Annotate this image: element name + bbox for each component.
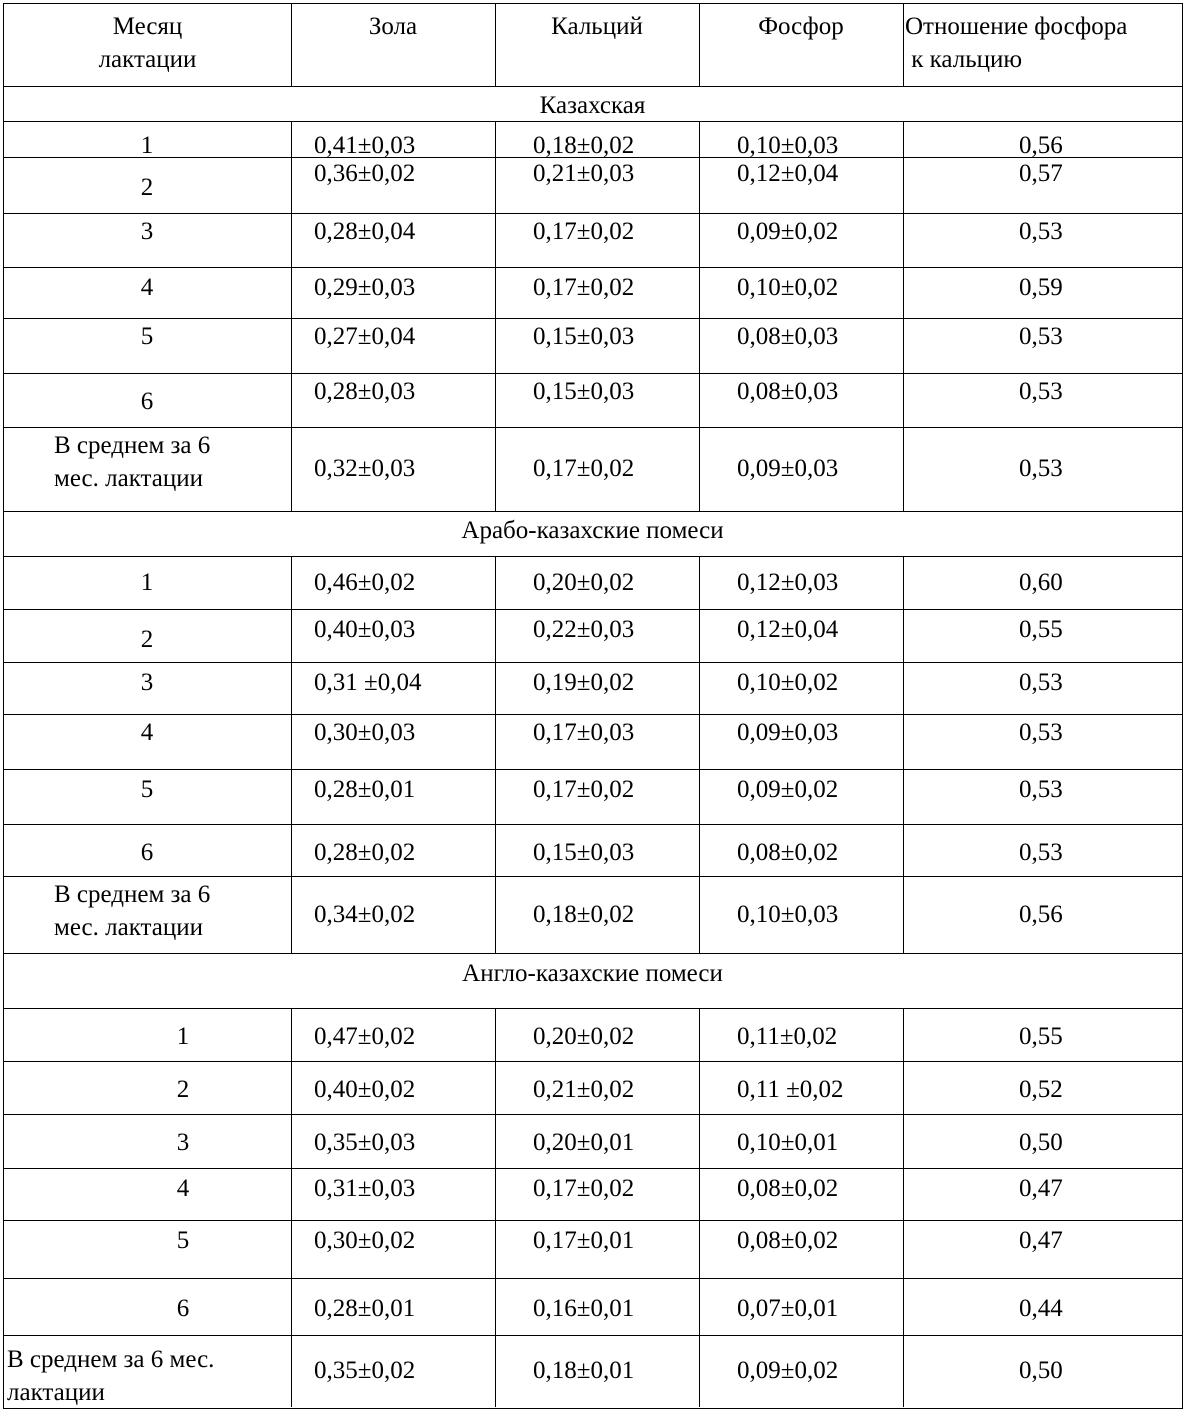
- column-divider: [699, 427, 700, 511]
- phosphorus-cell: 0,10±0,02: [737, 274, 839, 301]
- month-cell: 4: [176, 1175, 190, 1202]
- ash-cell: 0,40±0,03: [314, 616, 416, 643]
- phosphorus-cell: 0,09±0,02: [737, 776, 839, 803]
- ash-cell: 0,28±0,01: [314, 776, 416, 803]
- ash-cell: 0,27±0,04: [314, 323, 416, 350]
- column-divider: [903, 121, 904, 157]
- header-ratio: [905, 10, 1127, 76]
- column-divider: [495, 824, 496, 876]
- column-divider: [903, 609, 904, 662]
- phosphorus-cell: 0,12±0,04: [737, 616, 839, 643]
- ash-cell: 0,47±0,02: [314, 1023, 416, 1050]
- calcium-cell: 0,17±0,02: [533, 218, 635, 245]
- month-cell: 3: [176, 1129, 190, 1156]
- column-divider: [291, 373, 292, 427]
- column-divider: [903, 373, 904, 427]
- calcium-cell: 0,22±0,03: [533, 616, 635, 643]
- month-cell: 5: [140, 776, 154, 803]
- ash-cell: 0,30±0,03: [314, 719, 416, 746]
- column-divider: [903, 876, 904, 953]
- phosphorus-cell: 0,07±0,01: [737, 1295, 839, 1322]
- avg-ratio-cell: 0,53: [1019, 455, 1063, 482]
- ratio-cell: 0,53: [1019, 378, 1063, 405]
- row-divider: [4, 1278, 1182, 1279]
- column-divider: [903, 427, 904, 511]
- group-title: Англо-казахские помеси: [462, 960, 723, 987]
- column-divider: [903, 714, 904, 769]
- column-divider: [291, 824, 292, 876]
- column-divider: [699, 318, 700, 373]
- calcium-cell: 0,18±0,02: [533, 132, 635, 159]
- month-cell: 2: [140, 626, 154, 653]
- column-divider: [903, 1114, 904, 1168]
- column-divider: [495, 1335, 496, 1407]
- row-divider: [4, 662, 1182, 663]
- column-divider: [903, 318, 904, 373]
- phosphorus-cell: 0,08±0,02: [737, 1227, 839, 1254]
- column-divider: [903, 1335, 904, 1407]
- avg-calcium-cell: 0,17±0,02: [533, 455, 635, 482]
- month-cell: 3: [140, 218, 154, 245]
- month-cell: 3: [140, 669, 154, 696]
- ash-cell: 0,28±0,02: [314, 839, 416, 866]
- ash-cell: 0,28±0,04: [314, 218, 416, 245]
- column-divider: [291, 267, 292, 318]
- column-divider: [903, 556, 904, 609]
- column-divider: [291, 556, 292, 609]
- ash-cell: 0,46±0,02: [314, 569, 416, 596]
- column-divider: [495, 213, 496, 267]
- month-cell: 4: [140, 274, 154, 301]
- column-divider: [903, 1061, 904, 1114]
- column-divider: [291, 876, 292, 953]
- ratio-cell: 0,44: [1019, 1295, 1063, 1322]
- header-phosphorus: Фосфор: [758, 13, 844, 40]
- column-divider: [291, 714, 292, 769]
- row-divider: [4, 86, 1182, 87]
- row-divider: [4, 609, 1182, 610]
- ratio-cell: 0,50: [1019, 1129, 1063, 1156]
- column-divider: [291, 1061, 292, 1114]
- average-label: [7, 1343, 214, 1409]
- month-cell: 1: [140, 132, 154, 159]
- header-month-line2: лактации: [98, 46, 197, 73]
- average-label-line1: В среднем за 6: [54, 881, 211, 908]
- column-divider: [495, 1278, 496, 1335]
- column-divider: [495, 267, 496, 318]
- ratio-cell: 0,53: [1019, 719, 1063, 746]
- column-divider: [699, 1278, 700, 1335]
- month-cell: 5: [140, 323, 154, 350]
- phosphorus-cell: 0,11 ±0,02: [737, 1076, 844, 1103]
- avg-ash-cell: 0,32±0,03: [314, 455, 416, 482]
- month-cell: 6: [176, 1295, 190, 1322]
- column-divider: [495, 662, 496, 714]
- calcium-cell: 0,15±0,03: [533, 839, 635, 866]
- row-divider: [4, 373, 1182, 374]
- phosphorus-cell: 0,12±0,04: [737, 160, 839, 187]
- column-divider: [495, 373, 496, 427]
- column-divider: [903, 662, 904, 714]
- calcium-cell: 0,17±0,02: [533, 1175, 635, 1202]
- column-divider: [291, 157, 292, 213]
- mineral-content-table: [3, 3, 1183, 1409]
- phosphorus-cell: 0,08±0,02: [737, 839, 839, 866]
- column-divider: [495, 157, 496, 213]
- column-divider: [699, 662, 700, 714]
- column-divider: [903, 1008, 904, 1061]
- column-divider: [699, 157, 700, 213]
- column-divider: [903, 1220, 904, 1278]
- avg-ratio-cell: 0,56: [1019, 901, 1063, 928]
- month-cell: 2: [176, 1076, 190, 1103]
- ratio-cell: 0,57: [1019, 160, 1063, 187]
- column-divider: [291, 769, 292, 824]
- row-divider: [4, 714, 1182, 715]
- row-divider: [4, 1335, 1182, 1336]
- ash-cell: 0,30±0,02: [314, 1227, 416, 1254]
- column-divider: [291, 1220, 292, 1278]
- column-divider: [495, 1168, 496, 1220]
- calcium-cell: 0,17±0,01: [533, 1227, 635, 1254]
- column-divider: [699, 824, 700, 876]
- average-label-line1: В среднем за 6 мес.: [7, 1346, 215, 1373]
- phosphorus-cell: 0,10±0,02: [737, 669, 839, 696]
- row-divider: [4, 876, 1182, 877]
- average-label-line1: В среднем за 6: [54, 432, 211, 459]
- avg-ratio-cell: 0,50: [1019, 1357, 1063, 1384]
- average-label-line2: лактации: [7, 1379, 105, 1406]
- column-divider: [699, 714, 700, 769]
- month-cell: 6: [140, 388, 154, 415]
- average-label-line2: мес. лактации: [54, 465, 203, 492]
- column-divider: [495, 609, 496, 662]
- calcium-cell: 0,15±0,03: [533, 323, 635, 350]
- column-divider: [291, 609, 292, 662]
- ash-cell: 0,29±0,03: [314, 274, 416, 301]
- column-divider: [903, 4, 904, 86]
- group-title: Казахская: [539, 92, 646, 119]
- ratio-cell: 0,55: [1019, 1023, 1063, 1050]
- column-divider: [903, 1278, 904, 1335]
- group-title: Арабо-казахские помеси: [461, 517, 724, 544]
- phosphorus-cell: 0,09±0,03: [737, 719, 839, 746]
- average-label-line2: мес. лактации: [54, 914, 203, 941]
- column-divider: [699, 1008, 700, 1061]
- calcium-cell: 0,19±0,02: [533, 669, 635, 696]
- calcium-cell: 0,17±0,02: [533, 274, 635, 301]
- column-divider: [495, 556, 496, 609]
- column-divider: [699, 4, 700, 86]
- average-label: [54, 429, 210, 495]
- column-divider: [291, 213, 292, 267]
- column-divider: [699, 1335, 700, 1407]
- column-divider: [903, 824, 904, 876]
- column-divider: [495, 4, 496, 86]
- calcium-cell: 0,17±0,03: [533, 719, 635, 746]
- column-divider: [699, 1168, 700, 1220]
- column-divider: [291, 1278, 292, 1335]
- column-divider: [495, 427, 496, 511]
- phosphorus-cell: 0,10±0,03: [737, 132, 839, 159]
- ratio-cell: 0,53: [1019, 776, 1063, 803]
- column-divider: [903, 769, 904, 824]
- header-ratio-line1: Отношение фосфора: [905, 13, 1128, 40]
- month-cell: 1: [176, 1023, 190, 1050]
- header-calcium: Кальций: [551, 13, 643, 40]
- row-divider: [4, 824, 1182, 825]
- avg-phosphorus-cell: 0,09±0,03: [737, 455, 839, 482]
- ratio-cell: 0,53: [1019, 669, 1063, 696]
- ash-cell: 0,28±0,01: [314, 1295, 416, 1322]
- calcium-cell: 0,21±0,03: [533, 160, 635, 187]
- column-divider: [495, 714, 496, 769]
- month-cell: 2: [140, 174, 154, 201]
- ash-cell: 0,28±0,03: [314, 378, 416, 405]
- ratio-cell: 0,52: [1019, 1076, 1063, 1103]
- row-divider: [4, 1114, 1182, 1115]
- row-divider: [4, 1008, 1182, 1009]
- avg-calcium-cell: 0,18±0,02: [533, 901, 635, 928]
- row-divider: [4, 769, 1182, 770]
- column-divider: [291, 318, 292, 373]
- column-divider: [291, 1114, 292, 1168]
- row-divider: [4, 318, 1182, 319]
- column-divider: [699, 121, 700, 157]
- column-divider: [495, 1008, 496, 1061]
- column-divider: [699, 876, 700, 953]
- column-divider: [699, 373, 700, 427]
- month-cell: 5: [176, 1227, 190, 1254]
- ratio-cell: 0,53: [1019, 839, 1063, 866]
- ratio-cell: 0,47: [1019, 1175, 1063, 1202]
- month-cell: 4: [140, 719, 154, 746]
- column-divider: [903, 157, 904, 213]
- calcium-cell: 0,17±0,02: [533, 776, 635, 803]
- column-divider: [291, 4, 292, 86]
- column-divider: [903, 267, 904, 318]
- row-divider: [4, 1220, 1182, 1221]
- ratio-cell: 0,59: [1019, 274, 1063, 301]
- column-divider: [495, 318, 496, 373]
- phosphorus-cell: 0,11±0,02: [737, 1023, 838, 1050]
- row-divider: [4, 511, 1182, 512]
- column-divider: [291, 662, 292, 714]
- calcium-cell: 0,15±0,03: [533, 378, 635, 405]
- column-divider: [495, 1061, 496, 1114]
- ash-cell: 0,31 ±0,04: [314, 669, 422, 696]
- column-divider: [699, 213, 700, 267]
- ratio-cell: 0,55: [1019, 616, 1063, 643]
- avg-ash-cell: 0,34±0,02: [314, 901, 416, 928]
- column-divider: [699, 1220, 700, 1278]
- row-divider: [4, 427, 1182, 428]
- ratio-cell: 0,53: [1019, 218, 1063, 245]
- row-divider: [4, 267, 1182, 268]
- avg-calcium-cell: 0,18±0,01: [533, 1357, 635, 1384]
- phosphorus-cell: 0,09±0,02: [737, 218, 839, 245]
- calcium-cell: 0,20±0,02: [533, 1023, 635, 1050]
- column-divider: [699, 267, 700, 318]
- column-divider: [495, 1114, 496, 1168]
- column-divider: [291, 1008, 292, 1061]
- avg-phosphorus-cell: 0,09±0,02: [737, 1357, 839, 1384]
- column-divider: [699, 556, 700, 609]
- column-divider: [495, 876, 496, 953]
- column-divider: [495, 769, 496, 824]
- row-divider: [4, 1168, 1182, 1169]
- ash-cell: 0,31±0,03: [314, 1175, 416, 1202]
- calcium-cell: 0,16±0,01: [533, 1295, 635, 1322]
- column-divider: [291, 1168, 292, 1220]
- column-divider: [699, 1114, 700, 1168]
- header-month: [4, 10, 291, 76]
- column-divider: [699, 1061, 700, 1114]
- row-divider: [4, 213, 1182, 214]
- row-divider: [4, 556, 1182, 557]
- avg-ash-cell: 0,35±0,02: [314, 1357, 416, 1384]
- calcium-cell: 0,20±0,01: [533, 1129, 635, 1156]
- column-divider: [903, 1168, 904, 1220]
- ash-cell: 0,36±0,02: [314, 160, 416, 187]
- ash-cell: 0,41±0,03: [314, 132, 416, 159]
- header-ash: Зола: [368, 13, 418, 40]
- month-cell: 1: [140, 569, 154, 596]
- ratio-cell: 0,47: [1019, 1227, 1063, 1254]
- calcium-cell: 0,20±0,02: [533, 569, 635, 596]
- column-divider: [699, 609, 700, 662]
- phosphorus-cell: 0,08±0,03: [737, 323, 839, 350]
- row-divider: [4, 953, 1182, 954]
- header-ratio-line2: к кальцию: [905, 46, 1023, 73]
- phosphorus-cell: 0,08±0,03: [737, 378, 839, 405]
- column-divider: [495, 1220, 496, 1278]
- month-cell: 6: [140, 839, 154, 866]
- phosphorus-cell: 0,08±0,02: [737, 1175, 839, 1202]
- average-label: [54, 878, 210, 944]
- calcium-cell: 0,21±0,02: [533, 1076, 635, 1103]
- ratio-cell: 0,60: [1019, 569, 1063, 596]
- column-divider: [291, 121, 292, 157]
- column-divider: [903, 213, 904, 267]
- phosphorus-cell: 0,10±0,01: [737, 1129, 839, 1156]
- ash-cell: 0,40±0,02: [314, 1076, 416, 1103]
- column-divider: [291, 1335, 292, 1407]
- ratio-cell: 0,56: [1019, 132, 1063, 159]
- column-divider: [699, 769, 700, 824]
- row-divider: [4, 121, 1182, 122]
- avg-phosphorus-cell: 0,10±0,03: [737, 901, 839, 928]
- column-divider: [495, 121, 496, 157]
- column-divider: [291, 427, 292, 511]
- phosphorus-cell: 0,12±0,03: [737, 569, 839, 596]
- header-month-line1: Месяц: [112, 13, 183, 40]
- ratio-cell: 0,53: [1019, 323, 1063, 350]
- row-divider: [4, 1061, 1182, 1062]
- ash-cell: 0,35±0,03: [314, 1129, 416, 1156]
